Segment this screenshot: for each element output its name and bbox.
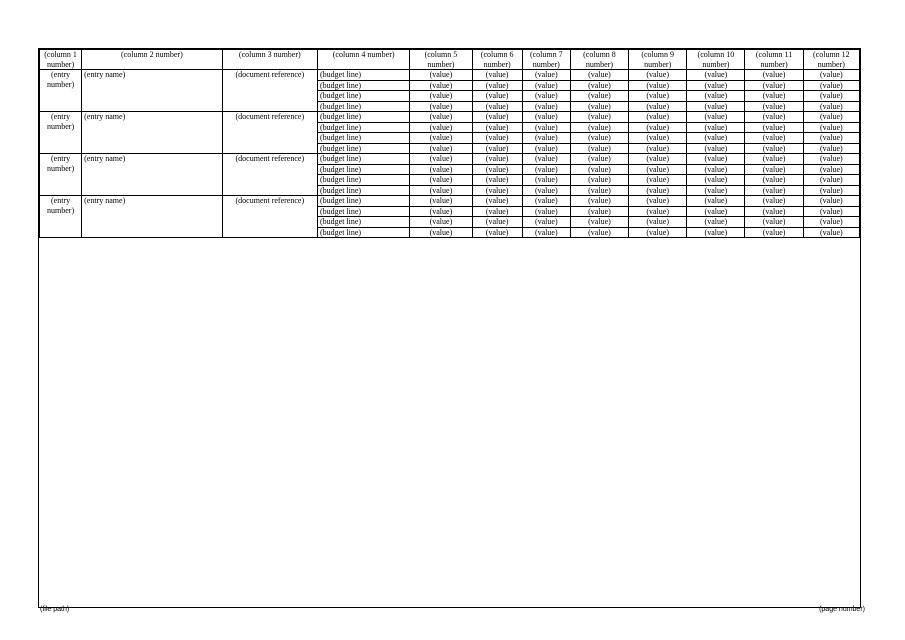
value-cell: (value) xyxy=(687,91,745,102)
document-table-container xyxy=(38,48,861,608)
budget-line: (budget line) xyxy=(317,122,409,133)
value-cell: (value) xyxy=(745,217,803,228)
budget-line: (budget line) xyxy=(317,217,409,228)
budget-line: (budget line) xyxy=(317,101,409,112)
value-cell: (value) xyxy=(570,185,628,196)
value-cell: (value) xyxy=(687,217,745,228)
value-cell: (value) xyxy=(522,185,570,196)
budget-line: (budget line) xyxy=(317,206,409,217)
value-cell: (value) xyxy=(687,133,745,144)
column-number: (column 4 number) xyxy=(317,50,409,70)
entry-name: (entry name) xyxy=(82,154,223,196)
entry-name: (entry name) xyxy=(82,70,223,112)
budget-line: (budget line) xyxy=(317,112,409,123)
value-cell: (value) xyxy=(687,112,745,123)
value-cell: (value) xyxy=(570,80,628,91)
document-reference: (document reference) xyxy=(222,196,317,238)
value-cell: (value) xyxy=(629,80,687,91)
value-cell: (value) xyxy=(570,112,628,123)
value-cell: (value) xyxy=(522,196,570,207)
column-number: (column 11 number) xyxy=(745,50,803,70)
value-cell: (value) xyxy=(570,164,628,175)
value-cell: (value) xyxy=(570,133,628,144)
column-number: (column 7 number) xyxy=(522,50,570,70)
column-number: (column 2 number) xyxy=(82,50,223,70)
value-cell: (value) xyxy=(629,122,687,133)
column-number: (column 3 number) xyxy=(222,50,317,70)
value-cell: (value) xyxy=(570,143,628,154)
value-cell: (value) xyxy=(629,143,687,154)
value-cell: (value) xyxy=(745,80,803,91)
value-cell: (value) xyxy=(472,206,522,217)
value-cell: (value) xyxy=(803,175,859,186)
value-cell: (value) xyxy=(629,227,687,238)
budget-line: (budget line) xyxy=(317,143,409,154)
value-cell: (value) xyxy=(472,91,522,102)
value-cell: (value) xyxy=(745,227,803,238)
value-cell: (value) xyxy=(472,80,522,91)
value-cell: (value) xyxy=(629,101,687,112)
value-cell: (value) xyxy=(745,175,803,186)
value-cell: (value) xyxy=(745,133,803,144)
value-cell: (value) xyxy=(803,164,859,175)
value-cell: (value) xyxy=(522,164,570,175)
entry-number: (entry number) xyxy=(40,196,82,238)
budget-line: (budget line) xyxy=(317,164,409,175)
column-number: (column 10 number) xyxy=(687,50,745,70)
value-cell: (value) xyxy=(803,122,859,133)
value-cell: (value) xyxy=(629,154,687,165)
value-cell: (value) xyxy=(472,154,522,165)
entry-number: (entry number) xyxy=(40,70,82,112)
entry-name: (entry name) xyxy=(82,112,223,154)
table-row xyxy=(40,112,860,123)
table-body xyxy=(40,70,860,238)
value-cell: (value) xyxy=(629,217,687,228)
value-cell: (value) xyxy=(410,143,472,154)
value-cell: (value) xyxy=(522,143,570,154)
value-cell: (value) xyxy=(522,154,570,165)
value-cell: (value) xyxy=(687,154,745,165)
entry-name: (entry name) xyxy=(82,196,223,238)
value-cell: (value) xyxy=(687,206,745,217)
value-cell: (value) xyxy=(522,70,570,81)
column-number: (column 6 number) xyxy=(472,50,522,70)
value-cell: (value) xyxy=(472,112,522,123)
value-cell: (value) xyxy=(803,112,859,123)
value-cell: (value) xyxy=(803,133,859,144)
value-cell: (value) xyxy=(629,185,687,196)
value-cell: (value) xyxy=(472,143,522,154)
document-table xyxy=(39,49,860,238)
value-cell: (value) xyxy=(803,80,859,91)
value-cell: (value) xyxy=(570,175,628,186)
table-row xyxy=(40,154,860,165)
value-cell: (value) xyxy=(570,217,628,228)
value-cell: (value) xyxy=(570,122,628,133)
budget-line: (budget line) xyxy=(317,175,409,186)
value-cell: (value) xyxy=(472,70,522,81)
value-cell: (value) xyxy=(629,112,687,123)
budget-line: (budget line) xyxy=(317,133,409,144)
page-number: (page number) xyxy=(819,606,865,613)
budget-line: (budget line) xyxy=(317,196,409,207)
column-number: (column 1 number) xyxy=(40,50,82,70)
value-cell: (value) xyxy=(410,91,472,102)
value-cell: (value) xyxy=(803,70,859,81)
value-cell: (value) xyxy=(803,101,859,112)
value-cell: (value) xyxy=(803,91,859,102)
file-path: (file path) xyxy=(40,606,70,613)
value-cell: (value) xyxy=(629,164,687,175)
value-cell: (value) xyxy=(803,154,859,165)
value-cell: (value) xyxy=(522,112,570,123)
value-cell: (value) xyxy=(472,164,522,175)
value-cell: (value) xyxy=(410,101,472,112)
budget-line: (budget line) xyxy=(317,91,409,102)
value-cell: (value) xyxy=(570,206,628,217)
value-cell: (value) xyxy=(522,122,570,133)
table-row xyxy=(40,70,860,81)
budget-line: (budget line) xyxy=(317,154,409,165)
value-cell: (value) xyxy=(472,101,522,112)
value-cell: (value) xyxy=(522,175,570,186)
value-cell: (value) xyxy=(570,91,628,102)
value-cell: (value) xyxy=(410,227,472,238)
budget-line: (budget line) xyxy=(317,227,409,238)
value-cell: (value) xyxy=(522,227,570,238)
value-cell: (value) xyxy=(522,133,570,144)
entry-number: (entry number) xyxy=(40,112,82,154)
value-cell: (value) xyxy=(629,206,687,217)
value-cell: (value) xyxy=(629,133,687,144)
value-cell: (value) xyxy=(410,196,472,207)
value-cell: (value) xyxy=(410,206,472,217)
value-cell: (value) xyxy=(745,196,803,207)
value-cell: (value) xyxy=(687,143,745,154)
value-cell: (value) xyxy=(629,70,687,81)
value-cell: (value) xyxy=(570,70,628,81)
value-cell: (value) xyxy=(410,154,472,165)
value-cell: (value) xyxy=(803,185,859,196)
column-number-row xyxy=(40,50,860,70)
value-cell: (value) xyxy=(410,112,472,123)
value-cell: (value) xyxy=(410,217,472,228)
column-number: (column 9 number) xyxy=(629,50,687,70)
value-cell: (value) xyxy=(745,143,803,154)
value-cell: (value) xyxy=(803,196,859,207)
value-cell: (value) xyxy=(745,185,803,196)
value-cell: (value) xyxy=(410,133,472,144)
value-cell: (value) xyxy=(687,122,745,133)
budget-line: (budget line) xyxy=(317,185,409,196)
value-cell: (value) xyxy=(745,164,803,175)
value-cell: (value) xyxy=(687,101,745,112)
value-cell: (value) xyxy=(687,196,745,207)
budget-line: (budget line) xyxy=(317,70,409,81)
value-cell: (value) xyxy=(687,80,745,91)
value-cell: (value) xyxy=(687,227,745,238)
value-cell: (value) xyxy=(629,196,687,207)
value-cell: (value) xyxy=(522,101,570,112)
value-cell: (value) xyxy=(472,133,522,144)
value-cell: (value) xyxy=(745,206,803,217)
value-cell: (value) xyxy=(570,101,628,112)
value-cell: (value) xyxy=(410,70,472,81)
table-row xyxy=(40,196,860,207)
value-cell: (value) xyxy=(410,164,472,175)
value-cell: (value) xyxy=(745,154,803,165)
value-cell: (value) xyxy=(803,143,859,154)
value-cell: (value) xyxy=(803,217,859,228)
value-cell: (value) xyxy=(472,175,522,186)
value-cell: (value) xyxy=(629,175,687,186)
column-number: (column 8 number) xyxy=(570,50,628,70)
document-reference: (document reference) xyxy=(222,154,317,196)
value-cell: (value) xyxy=(570,154,628,165)
value-cell: (value) xyxy=(803,227,859,238)
entry-number: (entry number) xyxy=(40,154,82,196)
value-cell: (value) xyxy=(522,91,570,102)
value-cell: (value) xyxy=(522,217,570,228)
value-cell: (value) xyxy=(687,175,745,186)
column-number: (column 12 number) xyxy=(803,50,859,70)
column-number: (column 5 number) xyxy=(410,50,472,70)
budget-line: (budget line) xyxy=(317,80,409,91)
value-cell: (value) xyxy=(410,122,472,133)
value-cell: (value) xyxy=(472,122,522,133)
value-cell: (value) xyxy=(570,227,628,238)
document-reference: (document reference) xyxy=(222,112,317,154)
value-cell: (value) xyxy=(629,91,687,102)
value-cell: (value) xyxy=(472,196,522,207)
value-cell: (value) xyxy=(745,122,803,133)
value-cell: (value) xyxy=(410,175,472,186)
value-cell: (value) xyxy=(745,70,803,81)
value-cell: (value) xyxy=(803,206,859,217)
value-cell: (value) xyxy=(687,164,745,175)
value-cell: (value) xyxy=(410,185,472,196)
value-cell: (value) xyxy=(687,70,745,81)
value-cell: (value) xyxy=(570,196,628,207)
value-cell: (value) xyxy=(687,185,745,196)
value-cell: (value) xyxy=(410,80,472,91)
value-cell: (value) xyxy=(472,217,522,228)
value-cell: (value) xyxy=(745,101,803,112)
value-cell: (value) xyxy=(472,227,522,238)
value-cell: (value) xyxy=(522,206,570,217)
value-cell: (value) xyxy=(745,91,803,102)
value-cell: (value) xyxy=(522,80,570,91)
document-reference: (document reference) xyxy=(222,70,317,112)
value-cell: (value) xyxy=(472,185,522,196)
value-cell: (value) xyxy=(745,112,803,123)
